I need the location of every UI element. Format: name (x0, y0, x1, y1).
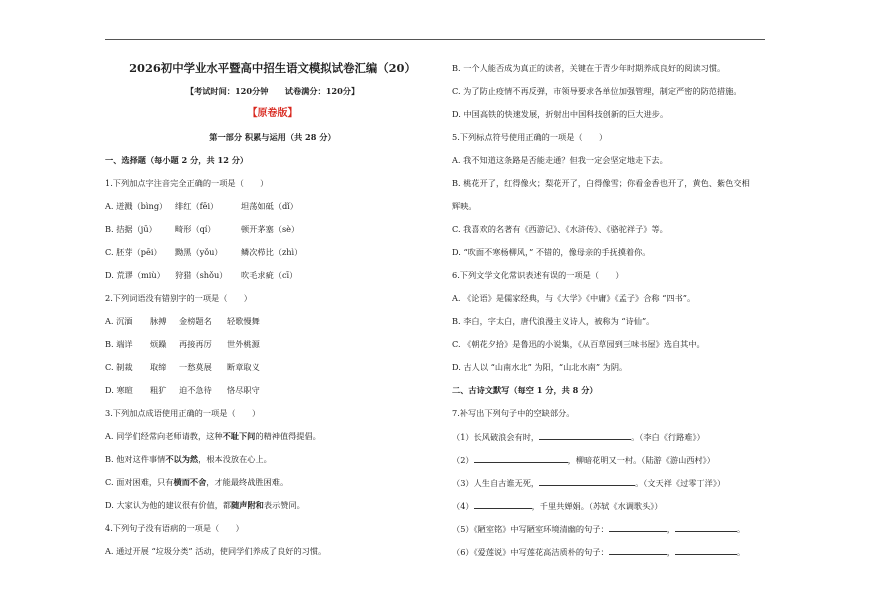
q7-4-pre: （4） (452, 501, 474, 511)
q1-c-word2: 黝黑（yǒu） (175, 247, 223, 257)
q5-option-d: D. “吹面不寒杨柳风，” 不错的，像母亲的手抚摸着你。 (452, 247, 651, 257)
q2-c-w4: 断章取义 (227, 362, 260, 372)
q2-c-w2: 取缔 (150, 362, 167, 372)
q7-4-blank[interactable] (474, 500, 532, 509)
q2-d-w2: 粗犷 (150, 385, 167, 395)
q2-option-b (105, 339, 260, 350)
q7-5-post: 。 (736, 524, 746, 534)
q7-5-pre: （5）《陋室铭》中写陋室环境清幽的句子： (452, 524, 609, 534)
q2-stem: 2.下列词语没有错别字的一项是（ ） (105, 293, 252, 303)
q7-item-4 (452, 500, 663, 512)
q3-a-pre: A. 同学们经常向老师请教，这种 (105, 431, 223, 441)
q3-d-pre: D. 大家认为他的建议很有价值，都 (105, 500, 232, 510)
q2-a-w1: A. 沉湎 (105, 316, 133, 326)
q5-option-b-line2: 辉映。 (452, 201, 477, 211)
q1-option-b (105, 224, 299, 235)
q2-option-d (105, 385, 260, 396)
q4-option-c: C. 为了防止疫情不再反弹，市领导要求各单位加强管理，制定严密的防范措施。 (452, 86, 742, 96)
q1-d-word1: D. 荒谬（miù） (105, 270, 165, 280)
q2-option-c (105, 362, 260, 373)
q7-1-pre: （1）长风破浪会有时， (452, 432, 540, 442)
q3-d-idiom: 随声附和 (231, 500, 264, 510)
q7-6-sep: ， (666, 547, 675, 557)
q5-stem: 5.下列标点符号使用正确的一项是（ ） (452, 132, 608, 142)
q7-6-blank-1[interactable] (609, 546, 667, 555)
q1-a-word1: A. 迸溅（bìng） (105, 201, 168, 211)
q3-option-b (105, 454, 272, 465)
q7-item-1 (452, 431, 705, 443)
q7-1-blank[interactable] (539, 431, 631, 440)
part-heading: 第一部分 积累与运用（共 28 分） (209, 132, 336, 142)
q3-b-idiom: 不以为然 (165, 454, 199, 464)
q7-3-pre: （3）人生自古谁无死， (452, 478, 540, 488)
q6-option-c: C. 《朝花夕拾》是鲁迅的小说集，《从百草园到三味书屋》选自其中。 (452, 339, 705, 349)
q1-b-word3: 顿开茅塞（sè） (241, 224, 300, 234)
q7-item-3 (452, 477, 725, 489)
q7-6-post: 。 (736, 547, 746, 557)
q4-option-b: B. 一个人能否成为真正的读者，关键在于青少年时期养成良好的阅读习惯。 (452, 63, 726, 73)
q2-c-w1: C. 制裁 (105, 362, 133, 372)
q7-6-pre: （6）《爱莲说》中写莲花高洁质朴的句子： (452, 547, 609, 557)
q6-option-d: D. 古人以 “山南水北” 为阳，“山北水南” 为阴。 (452, 362, 628, 372)
q3-option-c (105, 477, 288, 488)
q3-c-idiom: 横而不舍 (173, 477, 207, 487)
q3-option-a (105, 431, 321, 442)
q7-item-6 (452, 546, 745, 558)
q2-b-w3: 再接再厉 (179, 339, 212, 349)
q7-1-post: 。（李白《行路难》） (631, 432, 705, 442)
q1-c-word1: C. 胚芽（pēi） (105, 247, 162, 257)
q3-stem: 3.下列加点成语使用正确的一项是（ ） (105, 408, 261, 418)
q5-option-b-line1: B. 桃花开了，红得像火；梨花开了，白得像雪；你看金香也开了，黄色、紫色交相 (452, 178, 750, 188)
q5-option-c: C. 我喜欢的名著有《西游记》、《水浒传》、《骆驼祥子》等。 (452, 224, 668, 234)
q7-4-post: ，千里共婵娟。（苏轼《水调歌头》） (531, 501, 663, 511)
q2-d-w1: D. 寒暄 (105, 385, 133, 395)
q3-a-post: 的精神值得提倡。 (255, 431, 321, 441)
q3-a-idiom: 不耻下问 (222, 431, 256, 441)
q6-option-a: A. 《论语》是儒家经典，与《大学》《中庸》《孟子》合称 “四书”。 (452, 293, 696, 303)
section-heading-2: 二、古诗文默写（每空 1 分，共 8 分） (452, 385, 598, 395)
q7-3-post: 。（文天祥《过零丁洋》） (635, 478, 726, 488)
q7-item-5 (452, 523, 745, 535)
q1-c-word3: 鳞次栉比（zhì） (241, 247, 303, 257)
q3-b-post: ，根本没放在心上。 (198, 454, 272, 464)
exam-info: 【考试时间：120分钟 试卷满分：120分】 (185, 86, 360, 96)
q5-option-a: A. 我不知道这条路是否能走通？但我一定会坚定地走下去。 (452, 155, 668, 165)
q2-b-w4: 世外桃源 (227, 339, 260, 349)
q1-b-word1: B. 拮据（jū） (105, 224, 157, 234)
q7-6-blank-2[interactable] (675, 546, 737, 555)
version-label: 【原卷版】 (247, 108, 298, 119)
q6-option-b: B. 李白，字太白，唐代浪漫主义诗人，被称为 “诗仙”。 (452, 316, 655, 326)
q7-2-pre: （2） (452, 455, 474, 465)
q3-option-d (105, 500, 305, 511)
q7-2-blank[interactable] (474, 454, 568, 463)
q2-d-w3: 迫不急待 (179, 385, 212, 395)
q7-2-post: ，柳暗花明又一村。（陆游《游山西村》） (567, 455, 715, 465)
q7-5-blank-2[interactable] (675, 523, 737, 532)
q1-option-a (105, 201, 298, 212)
page-title: 2026初中学业水平暨高中招生语文模拟试卷汇编（20） (129, 61, 416, 75)
q1-option-c (105, 247, 302, 258)
q3-d-post: 表示赞同。 (263, 500, 305, 510)
q6-stem: 6.下列文学文化常识表述有误的一项是（ ） (452, 270, 624, 280)
q7-item-2 (452, 454, 715, 466)
q2-c-w3: 一愁莫展 (179, 362, 212, 372)
q1-option-d (105, 270, 297, 281)
q7-5-sep: ， (666, 524, 675, 534)
q1-b-word2: 畸形（qí） (175, 224, 216, 234)
q7-5-blank-1[interactable] (609, 523, 667, 532)
q7-3-blank[interactable] (539, 477, 635, 486)
q2-b-w2: 烦躁 (150, 339, 167, 349)
top-rule (105, 39, 765, 40)
q7-stem: 7.补写出下列句子中的空缺部分。 (452, 408, 575, 418)
q4-option-d: D. 中国高铁的快速发展，折射出中国科技创新的巨大进步。 (452, 109, 669, 119)
q2-a-w3: 金榜题名 (179, 316, 212, 326)
q2-a-w4: 轻歌慢舞 (227, 316, 260, 326)
q1-d-word2: 狩猎（shǒu） (175, 270, 228, 280)
q3-b-pre: B. 他对这件事情 (105, 454, 166, 464)
q2-d-w4: 恪尽职守 (227, 385, 260, 395)
section-heading-1: 一、选择题（每小题 2 分，共 12 分） (105, 155, 249, 165)
q2-option-a (105, 316, 260, 327)
q1-a-word3: 坦荡如砥（dǐ） (241, 201, 298, 211)
q1-a-word2: 绯红（fēi） (175, 201, 219, 211)
q1-d-word3: 吹毛求疵（cī） (241, 270, 298, 280)
q3-c-pre: C. 面对困难，只有 (105, 477, 174, 487)
q2-b-w1: B. 端详 (105, 339, 133, 349)
q3-c-post: ，才能最终战胜困难。 (206, 477, 289, 487)
q4-stem: 4.下列句子没有语病的一项是（ ） (105, 523, 244, 533)
q2-a-w2: 脉搏 (150, 316, 167, 326)
q1-stem: 1.下列加点字注音完全正确的一项是（ ） (105, 178, 269, 188)
q4-option-a: A. 通过开展 “垃圾分类” 活动，使同学们养成了良好的习惯。 (105, 546, 327, 556)
